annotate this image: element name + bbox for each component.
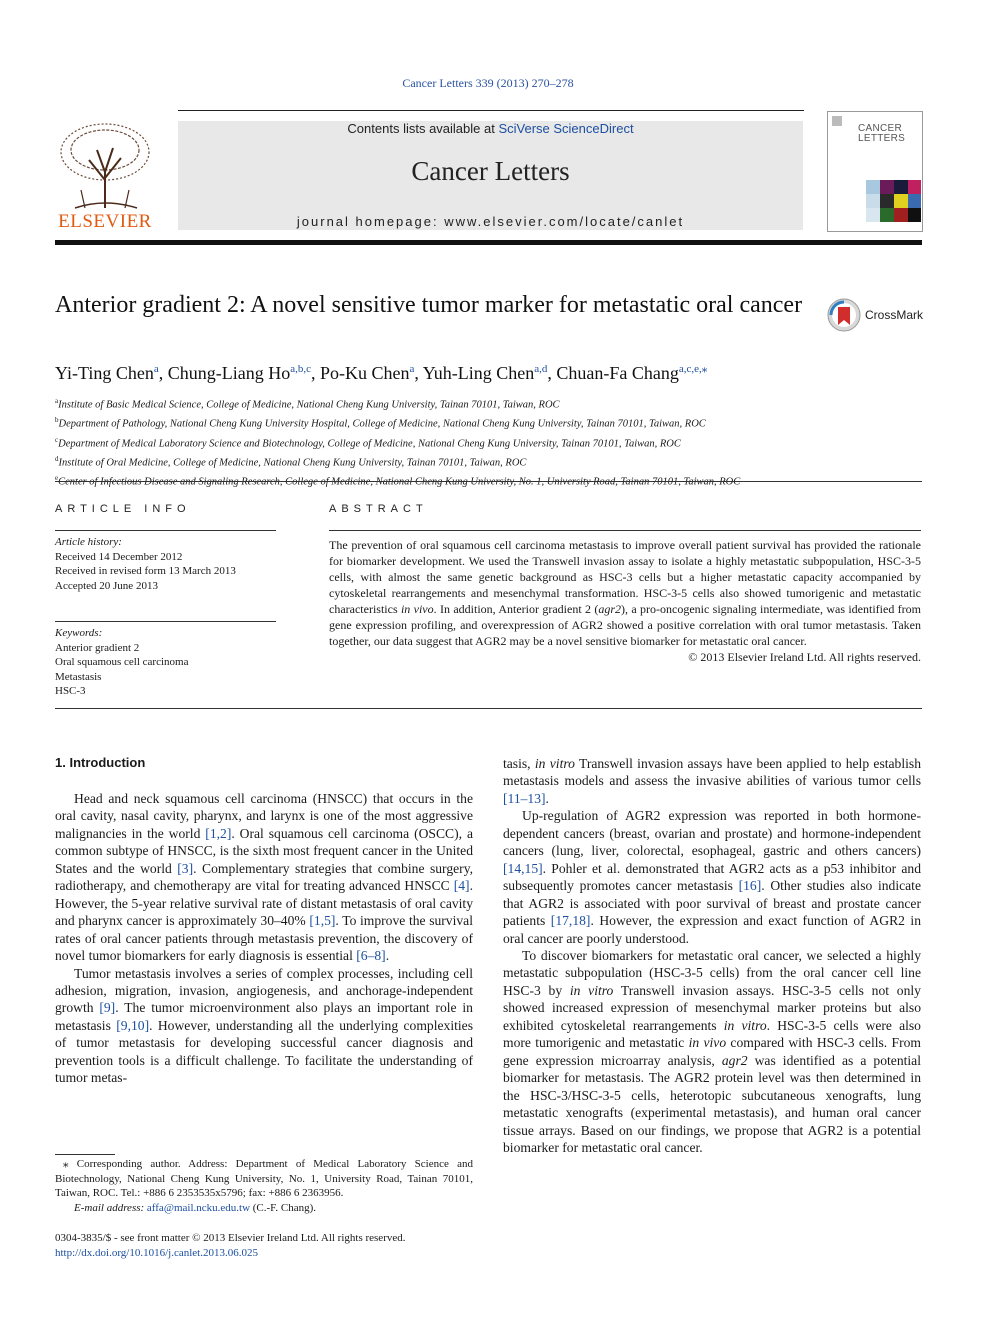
affiliation-label: b	[55, 416, 59, 425]
footnote-text-block	[55, 1157, 473, 1201]
italic-term: in vitro	[569, 982, 614, 998]
affiliation-text: Institute of Oral Medicine, College of Medicine, National Cheng Kung University, Tainan 70101, Taiwan, ROC	[58, 457, 527, 469]
header-thick-rule	[55, 240, 922, 245]
abstract-italic-1: in vivo	[400, 602, 434, 616]
body-text: Transwell invasion assays have been applied to help establish metastasis models and assess the invasive abilities of various tumor cells	[503, 756, 921, 789]
journal-citation[interactable]: Cancer Letters 339 (2013) 270–278	[402, 76, 574, 90]
reference-link[interactable]: [9,10]	[116, 1017, 150, 1033]
keywords-block	[55, 626, 276, 699]
contents-prefix: Contents lists available at	[347, 121, 499, 136]
author-list	[55, 362, 915, 384]
body-text: . However, understanding all the underlying complexities of tumor metastasis for developing successful cancer diagnosis and prevention tools is a difficult challenge. To facilitate the understanding of tumor metas-	[55, 1017, 473, 1086]
received-date: Received 14 December 2012	[55, 550, 183, 563]
body-text: . Oral squamous cell carcinoma (OSCC), a common subtype of HNSCC, is the sixth most frequent cancer in the United States and the world	[55, 825, 473, 876]
author-affiliation-marker[interactable]: a,d	[534, 363, 548, 375]
abstract-heading: ABSTRACT	[329, 503, 428, 515]
journal-homepage[interactable]: journal homepage: www.elsevier.com/locate/canlet	[296, 214, 685, 229]
italic-term: in vivo	[688, 1035, 727, 1051]
author-separator: ,	[311, 363, 320, 383]
abstract-bottom-rule	[55, 708, 922, 709]
italic-term: in vitro	[723, 1017, 767, 1033]
body-text: To discover biomarkers for metastatic oral cancer, we selected a highly metastatic subpopulation (HSC-3-5 cells) from the oral cancer cell line HSC-3 by	[503, 947, 921, 998]
reference-link[interactable]: [11–13]	[503, 790, 546, 806]
article-title: Anterior gradient 2: A novel sensitive tumor marker for metastatic oral cancer	[55, 292, 803, 318]
body-text: Up-regulation of AGR2 expression was reported in both hormone-dependent cancers (breast, ovarian and prostate) and hormone-independent cancers (lung, liver, colorectal, esophageal, gastric and others cancers)	[503, 808, 921, 859]
affiliation-item	[55, 394, 925, 413]
revised-date: Received in revised form 13 March 2013	[55, 565, 236, 577]
reference-link[interactable]: [17,18]	[550, 913, 591, 929]
keyword-item: Anterior gradient 2	[55, 641, 140, 654]
reference-link[interactable]: [1,2]	[205, 825, 232, 841]
italic-term: in vitro	[534, 756, 575, 771]
body-text: .	[545, 790, 549, 806]
sciencedirect-link[interactable]: SciVerse ScienceDirect	[498, 121, 634, 136]
body-text: . Pohler et al. demonstrated that AGR2 acts as a p53 inhibitor and subsequently promotes cancer metastasis	[503, 860, 921, 894]
affiliation-label: a	[55, 397, 59, 405]
affiliation-item	[55, 433, 925, 452]
body-text: Head and neck squamous cell carcinoma (HNSCC) that occurs in the oral cavity, nasal cavity, pharynx, and larynx is one of the most aggressive malignancies in the world	[55, 791, 473, 841]
body-text: . Complementary strategies that combine surgery, radiotherapy, and chemotherapy are vital for treating advanced HNSCC	[55, 860, 473, 894]
footnote-star: ⁎	[63, 1158, 69, 1170]
introduction-heading: 1. Introduction	[55, 755, 146, 770]
body-text: . However, the 5-year relative survival rate of distant metastasis of oral cavity and pharynx cancer is approximately 30–40%	[55, 878, 473, 929]
reference-link[interactable]: [4]	[453, 878, 470, 894]
intro-paragraph	[503, 807, 921, 947]
crossmark-icon[interactable]	[827, 298, 861, 332]
cover-title-line1: CANCER	[858, 123, 903, 134]
right-column	[503, 755, 921, 1156]
keywords-label: Keywords:	[55, 627, 103, 639]
header-top-rule	[178, 110, 804, 111]
article-history-label: Article history:	[55, 536, 122, 548]
author-name[interactable]: Chuan-Fa Chang	[556, 363, 679, 383]
issn-doi-block	[55, 1231, 495, 1260]
article-history	[55, 535, 276, 593]
doi-link[interactable]: http://dx.doi.org/10.1016/j.canlet.2013.06.025	[55, 1246, 258, 1259]
cover-title-line2: LETTERS	[858, 133, 906, 144]
body-text: . Other studies also indicate that AGR2 is associated with poor survival of breast and prostate cancer patients	[503, 878, 921, 929]
abstract-rule	[329, 530, 921, 531]
abstract-copyright: © 2013 Elsevier Ireland Ltd. All rights reserved.	[688, 650, 921, 664]
reference-link[interactable]: [3]	[177, 860, 194, 876]
intro-paragraph	[55, 965, 473, 1087]
affiliation-text: Center of Infectious Disease and Signaling Research, College of Medicine, National Cheng Kung University, No. 1, University Road, Tainan 70101, Taiwan, ROC	[58, 476, 741, 488]
cover-title	[858, 124, 920, 144]
author-affiliation-marker[interactable]: a,c,e,⁎	[678, 363, 708, 375]
abstract-text-1: The prevention of oral squamous cell carcinoma metastasis to improve overall patient survival has provided the rationale for biomarker development. We used the Transwell invasion assay to isolate a highly metastatic subpopulation, HSC-3-5 cells, with almost the same genetic background as HSC-3 cells but a higher metastatic capacity accompanied by cytoskeletal rearrangements and mesenchymal transformation. HSC-3-5 cells also showed tumorigenic and metastatic characteristics	[329, 538, 921, 616]
footnote-email-line	[55, 1201, 473, 1216]
author-name[interactable]: Yi-Ting Chen	[55, 363, 154, 383]
footnote-text: Corresponding author. Address: Department of Medical Laboratory Science and Biotechnology, National Cheng Kung University, No. 1, University Road, Tainan 70101, Taiwan, ROC. Tel.: +886 6 2353535x5796; fax: +886 6 2363956.	[55, 1158, 473, 1199]
author-separator: ,	[158, 363, 168, 383]
intro-paragraph	[503, 755, 921, 807]
elsevier-wordmark: ELSEVIER	[58, 211, 152, 232]
reference-link[interactable]: [16]	[738, 878, 762, 894]
body-text: Transwell invasion assays. HSC-3-5 cells not only showed increased expression of mesenchymal marker proteins but also exhibited cytoskeletal rearrangements	[503, 982, 921, 1033]
intro-paragraph	[503, 947, 921, 1156]
abstract-paragraph	[329, 537, 921, 649]
body-text: was identified as a potential biomarker for metastasis. The AGR2 protein level was then determined in the HSC-3/HSC-3-5 cells, heterotopic subcutaneous xenografts, lung metastatic xenografts (experimental metastasis), and human oral cancer tissue arrays. Based on our findings, we propose that AGR2 is a potential biomarker for metastatic oral cancer.	[503, 1052, 921, 1155]
intro-paragraph	[55, 790, 473, 965]
body-text: tasis,	[503, 756, 535, 771]
body-text: compared with HSC-3 cells. From gene expression microarray analysis,	[503, 1035, 921, 1068]
affiliation-text: Department of Medical Laboratory Science and Biotechnology, College of Medicine, National Cheng Kung University, Tainan 70101, Taiwan, ROC	[58, 438, 681, 450]
contents-available-line	[178, 121, 803, 136]
affiliation-label: e	[55, 474, 59, 483]
author-name[interactable]: Po-Ku Chen	[320, 363, 410, 383]
article-info-heading: ARTICLE INFO	[55, 503, 191, 515]
abstract-body	[329, 537, 921, 665]
affiliation-text: Institute of Basic Medical Science, College of Medicine, National Cheng Kung University, Tainan 70101, Taiwan, ROC	[58, 399, 560, 411]
body-text: . The tumor microenvironment also plays an important role in metastasis	[55, 1000, 473, 1033]
italic-term: agr2	[721, 1052, 748, 1068]
author-name[interactable]: Yuh-Ling Chen	[422, 363, 535, 383]
affiliation-item	[55, 413, 925, 432]
body-text: Tumor metastasis involves a series of complex processes, including cell adhesion, migration, invasion, angiogenesis, and anchorage-independent growth	[55, 965, 473, 1016]
article-info-rule	[55, 530, 276, 531]
email-link[interactable]: affa@mail.ncku.edu.tw	[146, 1201, 251, 1214]
crossmark-label[interactable]: CrossMark	[865, 308, 924, 322]
author-separator: ,	[414, 363, 423, 383]
abstract-text-2: . In addition, Anterior gradient 2 (	[433, 602, 599, 616]
body-text: . HSC-3-5 cells were also more tumorigenic and metastatic	[503, 1017, 921, 1051]
reference-link[interactable]: [6–8]	[356, 948, 386, 964]
issn-line: 0304-3835/$ - see front matter © 2013 Elsevier Ireland Ltd. All rights reserved.	[55, 1232, 406, 1244]
reference-link[interactable]: [9]	[99, 1000, 116, 1016]
left-column	[55, 790, 473, 1087]
author-name[interactable]: Chung-Liang Ho	[167, 363, 291, 383]
author-affiliation-marker[interactable]: a,b,c	[290, 363, 311, 375]
email-suffix: (C.-F. Chang).	[250, 1201, 317, 1214]
reference-link[interactable]: [14,15]	[503, 860, 543, 876]
body-text: .	[385, 948, 390, 964]
author-affiliation-marker[interactable]: a	[153, 363, 159, 375]
body-text: . However, the expression and exact function of AGR2 in oral cancer are poorly understood.	[503, 913, 922, 946]
keyword-item: Oral squamous cell carcinoma	[55, 656, 189, 668]
author-separator: ,	[547, 363, 557, 383]
affiliation-label: d	[55, 454, 59, 463]
affiliation-bottom-rule	[55, 481, 922, 482]
author-affiliation-marker[interactable]: a	[409, 363, 415, 375]
keyword-item: HSC-3	[55, 685, 86, 697]
corresponding-author-footnote	[55, 1157, 473, 1215]
reference-link[interactable]: [1,5]	[309, 913, 336, 929]
affiliation-label: c	[55, 435, 59, 444]
affiliation-text: Department of Pathology, National Cheng Kung University Hospital, College of Medicine, National Cheng Kung University, Tainan 70101, Taiwan, ROC	[58, 418, 706, 430]
accepted-date: Accepted 20 June 2013	[55, 579, 158, 592]
journal-name: Cancer Letters	[411, 156, 570, 186]
abstract-text-3: ), a pro-oncogenic signaling intermediate, was identified from gene expression profiling, and overexpression of AGR2 showed a positive correlation with oral tumor metastasis. Taken together, our data suggest that AGR2 may be a novel sensitive biomarker for metastatic oral cancer.	[329, 602, 921, 648]
body-text: . To improve the survival rates of oral cancer patients through metastasis prevention, the discovery of novel tumor biomarkers for early diagnosis is essential	[55, 913, 473, 964]
affiliation-list	[55, 394, 925, 490]
abstract-italic-2: agr2	[598, 602, 622, 616]
affiliation-item	[55, 452, 925, 471]
email-label: E-mail address:	[74, 1201, 145, 1214]
footnote-rule	[55, 1154, 115, 1155]
keywords-rule	[55, 621, 276, 622]
keyword-item: Metastasis	[55, 670, 102, 683]
